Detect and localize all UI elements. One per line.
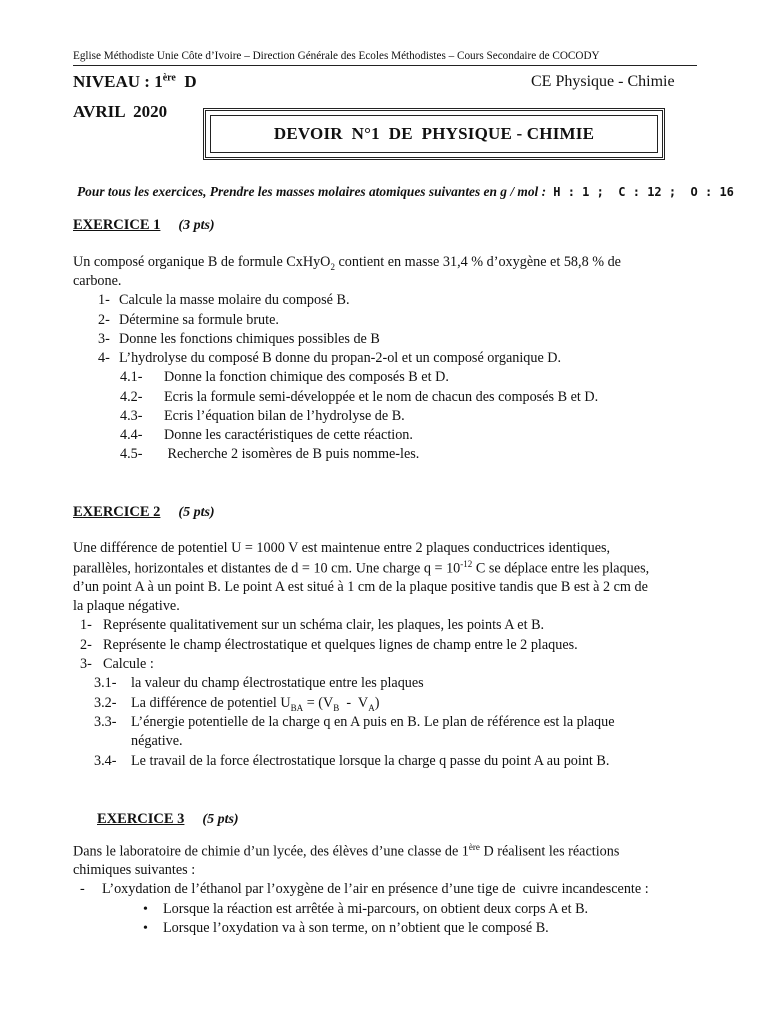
ex2-subquestion: 3.3- L’énergie potentielle de la charge q en A puis en B. Le plan de référence est la plaque (94, 714, 615, 730)
institution-header: Eglise Méthodiste Unie Côte d’Ivoire – Direction Générale des Ecoles Méthodistes – Cours Secondaire de COCODY (73, 50, 600, 62)
ex2-subquestion: 3.4- Le travail de la force électrostatique lorsque la charge q passe du point A au point B. (94, 753, 610, 769)
ex1-question: 1- Calcule la masse molaire du composé B. (98, 292, 350, 308)
ex3-bullet-item: • Lorsque la réaction est arrêtée à mi-parcours, on obtient deux corps A et B. (143, 901, 589, 917)
ex1-subquestion: 4.3- Ecris l’équation bilan de l’hydrolyse de B. (120, 408, 405, 424)
date-label: AVRIL 2020 (73, 102, 168, 121)
exercise-3-heading: EXERCICE 3 (5 pts) (97, 811, 239, 827)
exercise-1-heading: EXERCICE 1 (3 pts) (73, 217, 215, 233)
ex1-question: 2- Détermine sa formule brute. (98, 312, 279, 328)
title-box (203, 108, 665, 160)
exercise-2-heading: EXERCICE 2 (5 pts) (73, 504, 215, 520)
ex1-subquestion: 4.1- Donne la fonction chimique des composés B et D. (120, 369, 449, 385)
ex1-subquestion: 4.5- Recherche 2 isomères de B puis nomme-les. (120, 446, 420, 462)
page-title: DEVOIR N°1 DE PHYSIQUE - CHIMIE (273, 124, 595, 143)
level-label: NIVEAU : 1ère D (73, 72, 197, 91)
ex1-subquestion: 4.2- Ecris la formule semi-développée et le nom de chacun des composés B et D. (120, 389, 599, 405)
ex3-dash-item: - L’oxydation de l’éthanol par l’oxygène de l’air en présence d’une tige de cuivre incandescente : (80, 881, 649, 897)
ex2-question: 1- Représente qualitativement sur un schéma clair, les plaques, les points A et B. (80, 617, 545, 633)
exercise-2-statement: parallèles, horizontales et distantes de d = 10 cm. Une charge $q = 10^{-12}$ C se déplace entre les plaques, (73, 559, 650, 577)
ex2-question: 3- Calcule : (80, 656, 154, 672)
exercise-2-statement: la plaque négative. (73, 598, 180, 614)
exercise-1-intro: Un composé organique B de formule CxHyO$_2$ contient en masse 31,4 % d’oxygène et 58,8 % de (73, 254, 621, 272)
ex2-subquestion: 3.1- la valeur du champ électrostatique entre les plaques (94, 675, 424, 691)
header-divider (73, 65, 697, 66)
ex1-subquestion: 4.4- Donne les caractéristiques de cette réaction. (120, 427, 413, 443)
ex3-bullet-item: • Lorsque l’oxydation va à son terme, on n’obtient que le composé B. (143, 920, 549, 936)
ex1-question: 4- L’hydrolyse du composé B donne du propan-2-ol et un composé organique D. (98, 350, 562, 366)
exercise-3-statement: chimiques suivantes : (73, 862, 196, 878)
exercise-3-statement: Dans le laboratoire de chimie d’un lycée, des élèves d’une classe de 1ère D réalisent les réactions (73, 842, 620, 860)
exercise-2-statement: d’un point A à un point B. Le point A est situé à 1 cm de la plaque positive tandis que B est à 2 cm de (73, 579, 648, 595)
exercise-2-statement: Une différence de potentiel U = 1000 V est maintenue entre 2 plaques conductrices identiques, (73, 540, 611, 556)
course-label: CE Physique - Chimie (531, 73, 675, 90)
ex2-subquestion-cont: négative. (131, 733, 183, 749)
ex2-subquestion: 3.2- La différence de potentiel $U_{BA} = (V_B - V_A)$ (94, 695, 380, 713)
ex2-question: 2- Représente le champ électrostatique et quelques lignes de champ entre le 2 plaques. (80, 637, 578, 653)
exercise-1-intro-cont: carbone. (73, 273, 122, 289)
ex1-question: 3- Donne les fonctions chimiques possibles de B (98, 331, 380, 347)
molar-masses-note: Pour tous les exercices, Prendre les masses molaires atomiques suivantes en g / mol : H : 1 ; C : 12 ; O : 16 (77, 184, 734, 199)
